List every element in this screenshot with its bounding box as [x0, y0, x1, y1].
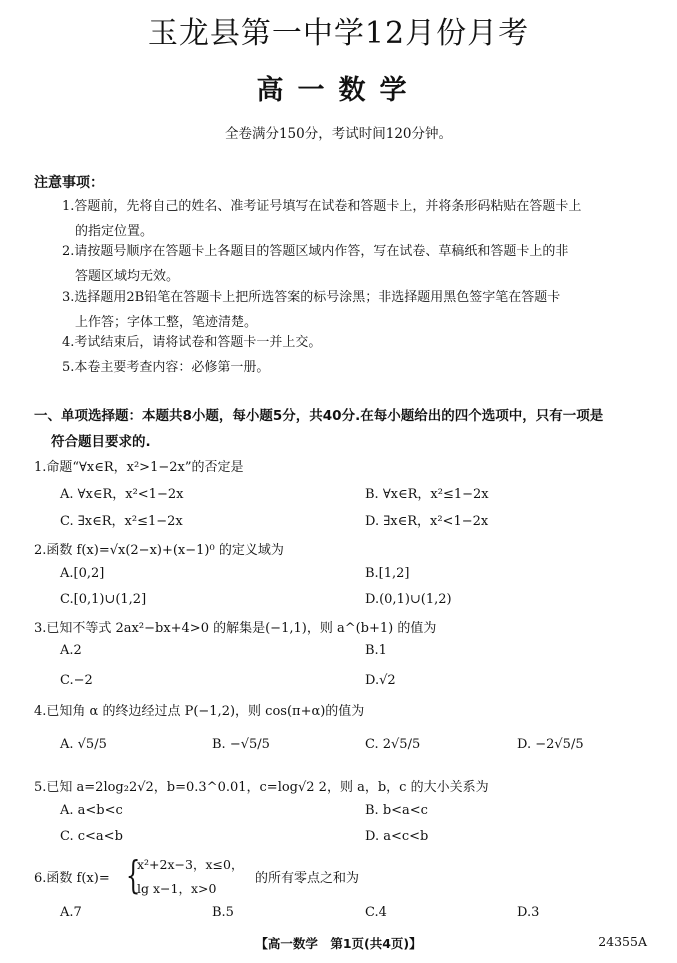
exam-subject: 高一数学	[256, 75, 421, 106]
q3-option-d: D.√2	[365, 673, 396, 688]
note-line: 3.选择题用2B铅笔在答题卡上把所选答案的标号涂黑；非选择题用黑色签字笔在答题卡	[62, 290, 561, 305]
q1-option-b: B. ∀x∈R，x²≤1−2x	[365, 487, 489, 502]
note-line: 5.本卷主要考查内容：必修第一册。	[62, 360, 270, 375]
q3-option-c: C.−2	[60, 673, 93, 688]
question-5-stem: 5.已知 a=2log₂2√2，b=0.3^0.01，c=log√2 2，则 a，b，c 的大小关系为	[34, 780, 489, 795]
note-line: 上作答；字体工整，笔迹清楚。	[75, 315, 258, 330]
note-item	[62, 330, 657, 355]
question-6-piece-1: x²+2x−3，x≤0，	[137, 857, 244, 872]
full-score-line: 全卷满分150分，考试时间120分钟。	[224, 126, 453, 142]
notes-heading: 注意事项：	[34, 175, 104, 191]
q1-option-a: A. ∀x∈R，x²<1−2x	[60, 487, 184, 502]
q2-option-d: D.(0,1)∪(1,2)	[365, 592, 452, 607]
exam-code: 24355A	[598, 934, 647, 949]
question-6-lhs: 6.函数 f(x)=	[34, 871, 110, 886]
piecewise-brace: {	[125, 853, 141, 897]
q5-option-a: A. a<b<c	[60, 803, 123, 818]
q4-option-d: D. −2√5/5	[517, 737, 584, 752]
note-line: 2.请按题号顺序在答题卡上各题目的答题区域内作答，写在试卷、草稿纸和答题卡上的非	[62, 244, 569, 259]
q4-option-a: A. √5/5	[60, 737, 107, 752]
section-heading	[34, 403, 654, 455]
note-line: 4.考试结束后，请将试卷和答题卡一并上交。	[62, 335, 322, 350]
q5-option-d: D. a<c<b	[365, 829, 429, 844]
note-line: 的指定位置。	[75, 224, 154, 239]
q5-option-b: B. b<a<c	[365, 803, 428, 818]
note-line: 1.答题前，先将自己的姓名、准考证号填写在试卷和答题卡上，并将条形码粘贴在答题卡上	[62, 199, 582, 214]
question-3-stem: 3.已知不等式 2ax²−bx+4>0 的解集是(−1,1)，则 a^(b+1) 的值为	[34, 621, 437, 636]
q6-option-a: A.7	[60, 905, 82, 920]
page-footer: 【高一数学 第1页(共4页)】	[255, 936, 422, 951]
question-1-stem: 1.命题“∀x∈R，x²>1−2x”的否定是	[34, 460, 244, 475]
question-4-stem: 4.已知角 α 的终边经过点 P(−1,2)，则 cos(π+α)的值为	[34, 704, 365, 719]
note-line: 答题区域均无效。	[75, 269, 180, 284]
q3-option-b: B.1	[365, 643, 387, 658]
q6-option-b: B.5	[212, 905, 234, 920]
q2-option-b: B.[1,2]	[365, 566, 410, 581]
question-2-stem: 2.函数 f(x)=√x(2−x)+(x−1)⁰ 的定义域为	[34, 543, 284, 558]
q4-option-b: B. −√5/5	[212, 737, 270, 752]
q2-option-a: A.[0,2]	[60, 566, 105, 581]
note-item	[62, 285, 657, 335]
q2-option-c: C.[0,1)∪(1,2]	[60, 592, 147, 607]
q1-option-d: D. ∃x∈R，x²<1−2x	[365, 514, 489, 529]
exam-title: 玉龙县第一中学12月份月考	[147, 16, 530, 51]
question-6-tail: 的所有零点之和为	[255, 871, 360, 886]
note-item	[62, 355, 657, 380]
q4-option-c: C. 2√5/5	[365, 737, 421, 752]
section-line: 符合题目要求的.	[51, 434, 151, 450]
q5-option-c: C. c<a<b	[60, 829, 123, 844]
q6-option-d: D.3	[517, 905, 540, 920]
q3-option-a: A.2	[60, 643, 82, 658]
section-line: 一、单项选择题：本题共8小题，每小题5分，共40分.在每小题给出的四个选项中，只有一项是	[34, 408, 604, 424]
q6-option-c: C.4	[365, 905, 387, 920]
note-item	[62, 194, 657, 244]
question-6-piece-2: lg x−1，x>0	[137, 881, 217, 896]
q1-option-c: C. ∃x∈R，x²≤1−2x	[60, 514, 183, 529]
note-item	[62, 239, 657, 289]
